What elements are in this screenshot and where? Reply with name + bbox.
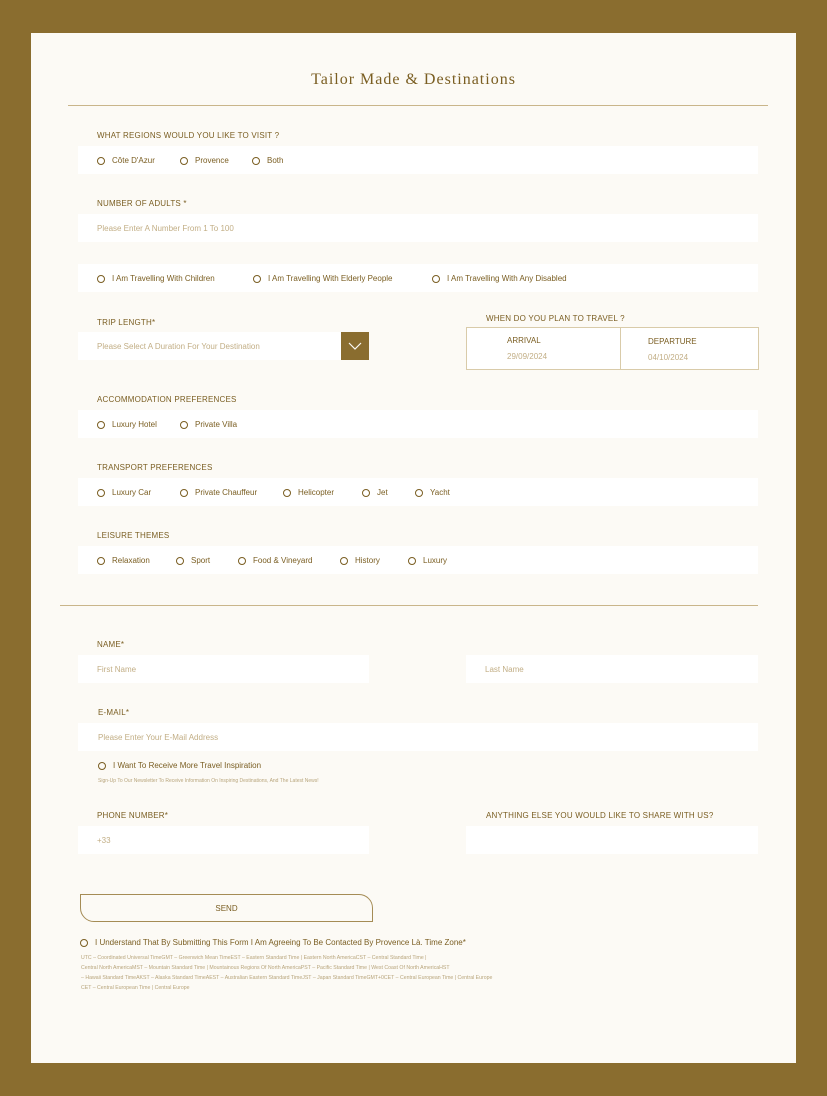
- radio-circle-icon[interactable]: [98, 762, 106, 770]
- timezone-line-2: Central North AmericaMST – Mountain Standard Time | Mountainous Regions Of North AmericaPST – Pacific Standard Time | West Coast Of North AmericaHST: [81, 965, 450, 971]
- departure-label: DEPARTURE: [648, 337, 697, 346]
- regions-label: WHAT REGIONS WOULD YOU LIKE TO VISIT ?: [97, 131, 280, 140]
- leisure-row: [78, 546, 758, 574]
- newsletter-checkbox[interactable]: I Want To Receive More Travel Inspiration: [98, 761, 261, 770]
- radio-travelling-children[interactable]: I Am Travelling With Children: [97, 274, 215, 283]
- trip-length-dropdown-button[interactable]: [341, 332, 369, 360]
- email-field: [78, 723, 758, 751]
- transport-row: [78, 478, 758, 506]
- timezone-line-1: UTC – Coordinated Universal TimeGMT – Greenwich Mean TimeEST – Eastern Standard Time | Eastern North AmericaCST – Central Standard Time |: [81, 955, 427, 961]
- trip-length-input[interactable]: [78, 332, 341, 360]
- radio-circle-icon[interactable]: [97, 489, 105, 497]
- radio-cote-dazur[interactable]: Côte D'Azur: [97, 156, 155, 165]
- last-name-input[interactable]: [466, 655, 758, 683]
- title-divider: [68, 105, 768, 106]
- radio-luxury[interactable]: Luxury: [408, 556, 447, 565]
- send-button[interactable]: SEND: [80, 894, 373, 922]
- radio-history[interactable]: History: [340, 556, 380, 565]
- comments-input[interactable]: [466, 826, 758, 854]
- travel-dates-box: [466, 327, 759, 370]
- page-title: Tailor Made & Destinations: [311, 71, 516, 88]
- departure-value: 04/10/2024: [648, 353, 689, 362]
- radio-luxury-hotel[interactable]: Luxury Hotel: [97, 420, 157, 429]
- radio-circle-icon[interactable]: [432, 275, 440, 283]
- radio-private-chauffeur[interactable]: Private Chauffeur: [180, 488, 257, 497]
- radio-circle-icon[interactable]: [97, 275, 105, 283]
- timezone-line-4: CET – Central European Time | Central Europe: [81, 985, 190, 991]
- radio-food-vineyard[interactable]: Food & Vineyard: [238, 556, 312, 565]
- radio-luxury-car[interactable]: Luxury Car: [97, 488, 151, 497]
- radio-circle-icon[interactable]: [238, 557, 246, 565]
- radio-relaxation[interactable]: Relaxation: [97, 556, 150, 565]
- arrival-date-field[interactable]: [467, 328, 620, 369]
- comments-label: ANYTHING ELSE YOU WOULD LIKE TO SHARE WITH US?: [486, 811, 714, 820]
- email-input[interactable]: [78, 723, 758, 751]
- radio-circle-icon[interactable]: [80, 939, 88, 947]
- radio-travelling-elderly[interactable]: I Am Travelling With Elderly People: [253, 274, 393, 283]
- timezone-line-3: – Hawaii Standard TimeAKST – Alaska Standard TimeAEST – Australian Eastern Standard TimeJST – Japan Standard TimeGMT+0CET – Central European Time | Central Europe: [81, 975, 493, 981]
- form-card: [31, 33, 796, 1063]
- first-name-field: [78, 655, 369, 683]
- radio-circle-icon[interactable]: [362, 489, 370, 497]
- radio-jet[interactable]: Jet: [362, 488, 388, 497]
- trip-length-label: TRIP LENGTH*: [97, 318, 156, 327]
- phone-label: PHONE NUMBER*: [97, 811, 169, 820]
- section-divider: [60, 605, 758, 606]
- radio-circle-icon[interactable]: [97, 421, 105, 429]
- accommodation-label: ACCOMMODATION PREFERENCES: [97, 395, 237, 404]
- trip-length-select[interactable]: [78, 332, 341, 360]
- adults-input[interactable]: [78, 214, 758, 242]
- radio-circle-icon[interactable]: [340, 557, 348, 565]
- radio-yacht[interactable]: Yacht: [415, 488, 450, 497]
- radio-circle-icon[interactable]: [408, 557, 416, 565]
- travelling-with-row: [78, 264, 758, 292]
- radio-helicopter[interactable]: Helicopter: [283, 488, 334, 497]
- email-label: E-MAIL*: [98, 708, 130, 717]
- radio-circle-icon[interactable]: [253, 275, 261, 283]
- chevron-down-icon: [348, 342, 362, 350]
- radio-circle-icon[interactable]: [180, 489, 188, 497]
- first-name-input[interactable]: [78, 655, 369, 683]
- radio-both[interactable]: Both: [252, 156, 283, 165]
- arrival-value: 29/09/2024: [507, 352, 548, 361]
- regions-row: [78, 146, 758, 174]
- radio-circle-icon[interactable]: [180, 421, 188, 429]
- name-label: NAME*: [97, 640, 125, 649]
- transport-label: TRANSPORT PREFERENCES: [97, 463, 213, 472]
- travel-dates-label: WHEN DO YOU PLAN TO TRAVEL ?: [486, 314, 625, 323]
- radio-circle-icon[interactable]: [415, 489, 423, 497]
- last-name-field: [466, 655, 758, 683]
- radio-circle-icon[interactable]: [176, 557, 184, 565]
- phone-input[interactable]: [78, 826, 369, 854]
- phone-field: [78, 826, 369, 854]
- radio-circle-icon[interactable]: [180, 157, 188, 165]
- departure-date-field[interactable]: [621, 328, 759, 369]
- adults-label: NUMBER OF ADULTS *: [97, 199, 187, 208]
- comments-field: [466, 826, 758, 854]
- radio-circle-icon[interactable]: [97, 157, 105, 165]
- radio-travelling-disabled[interactable]: I Am Travelling With Any Disabled: [432, 274, 567, 283]
- radio-private-villa[interactable]: Private Villa: [180, 420, 237, 429]
- arrival-label: ARRIVAL: [507, 336, 541, 345]
- radio-circle-icon[interactable]: [283, 489, 291, 497]
- accommodation-row: [78, 410, 758, 438]
- newsletter-subtext: Sign-Up To Our Newsletter To Receive Information On Inspiring Destinations, And The Latest News!: [98, 778, 319, 784]
- adults-field: [78, 214, 758, 242]
- radio-sport[interactable]: Sport: [176, 556, 210, 565]
- leisure-label: LEISURE THEMES: [97, 531, 170, 540]
- radio-provence[interactable]: Provence: [180, 156, 229, 165]
- radio-circle-icon[interactable]: [252, 157, 260, 165]
- radio-circle-icon[interactable]: [97, 557, 105, 565]
- consent-checkbox[interactable]: I Understand That By Submitting This Form I Am Agreeing To Be Contacted By Provence Là. Time Zone*: [80, 938, 466, 947]
